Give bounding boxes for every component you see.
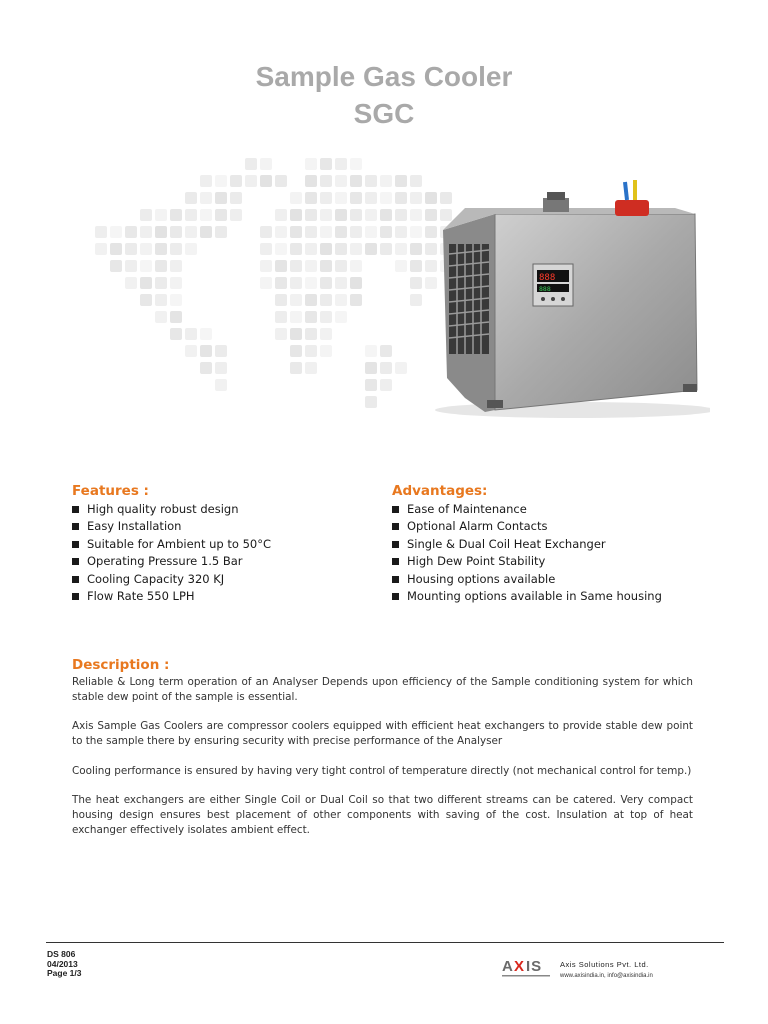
description-paragraph: Axis Sample Gas Coolers are compressor coolers equipped with efficient heat exchangers to provide stable dew point to the sample there by ensuring security with precise performance of the Analyser	[72, 720, 693, 747]
advantages-item-label: Housing options available	[407, 571, 556, 586]
company-contact: www.axisindia.in, info@axisindia.in	[560, 973, 653, 979]
title-line-2: SGC	[353, 98, 415, 129]
advantages-item	[392, 571, 662, 588]
features-item-label: Suitable for Ambient up to 50°C	[87, 536, 271, 551]
document-meta	[47, 950, 82, 979]
axis-logo	[500, 955, 555, 980]
features-item	[72, 501, 271, 518]
advantages-heading: Advantages:	[392, 483, 488, 499]
square-bullet-icon	[392, 576, 399, 583]
advantages-item-label: Optional Alarm Contacts	[407, 519, 548, 534]
features-item	[72, 553, 271, 570]
svg-text:888: 888	[539, 285, 551, 293]
square-bullet-icon	[72, 558, 79, 565]
square-bullet-icon	[392, 541, 399, 548]
svg-text:X: X	[514, 958, 525, 975]
advantages-list	[392, 501, 662, 605]
features-heading: Features :	[72, 483, 149, 499]
svg-text:A: A	[502, 958, 514, 975]
advantages-item	[392, 536, 662, 553]
description-paragraph: Cooling performance is ensured by having very tight control of temperature directly (not mechanical control for temp.)	[72, 765, 692, 777]
square-bullet-icon	[72, 593, 79, 600]
page-number: Page 1/3	[47, 968, 82, 978]
advantages-item	[392, 501, 662, 518]
description-paragraph: The heat exchangers are either Single Coil or Dual Coil so that two different streams can be catered. Very compact housing design ensures best placement of other components with saving of the cost. Insulation at top of heat exchanger effectively isolates ambient effect.	[72, 794, 693, 836]
features-item-label: High quality robust design	[87, 502, 239, 516]
square-bullet-icon	[72, 506, 79, 513]
features-item	[72, 536, 271, 553]
world-map-graphic	[95, 158, 455, 428]
company-name: Axis Solutions Pvt. Ltd.	[560, 960, 649, 969]
square-bullet-icon	[72, 541, 79, 548]
features-item-label: Easy Installation	[87, 519, 182, 534]
doc-code: DS 806	[47, 949, 76, 959]
square-bullet-icon	[392, 593, 399, 600]
square-bullet-icon	[392, 558, 399, 565]
advantages-item-label: High Dew Point Stability	[407, 554, 546, 569]
square-bullet-icon	[392, 506, 399, 513]
svg-text:IS: IS	[526, 958, 543, 975]
features-list	[72, 501, 271, 605]
square-bullet-icon	[72, 576, 79, 583]
product-image	[425, 178, 710, 418]
advantages-item-label: Single & Dual Coil Heat Exchanger	[407, 536, 606, 551]
advantages-item	[392, 553, 662, 570]
doc-date: 04/2013	[47, 958, 78, 969]
advantages-item-label: Ease of Maintenance	[407, 502, 527, 516]
features-item	[72, 518, 271, 535]
advantages-item-label: Mounting options available in Same housing	[407, 588, 662, 603]
description-heading: Description :	[72, 657, 170, 673]
advantages-item	[392, 588, 662, 605]
features-item-label: Flow Rate 550 LPH	[87, 588, 195, 603]
features-item-label: Cooling Capacity 320 KJ	[87, 571, 225, 586]
description-paragraph: Reliable & Long term operation of an Analyser Depends upon efficiency of the Sample conditioning system for which stable dew point of the sample is essential.	[72, 676, 693, 703]
features-item-label: Operating Pressure 1.5 Bar	[87, 554, 243, 569]
features-item	[72, 571, 271, 588]
square-bullet-icon	[72, 523, 79, 530]
square-bullet-icon	[392, 523, 399, 530]
advantages-item	[392, 518, 662, 535]
svg-text:888: 888	[539, 273, 556, 283]
features-item	[72, 588, 271, 605]
footer-divider	[46, 942, 724, 943]
title-line-1: Sample Gas Cooler	[255, 61, 513, 92]
